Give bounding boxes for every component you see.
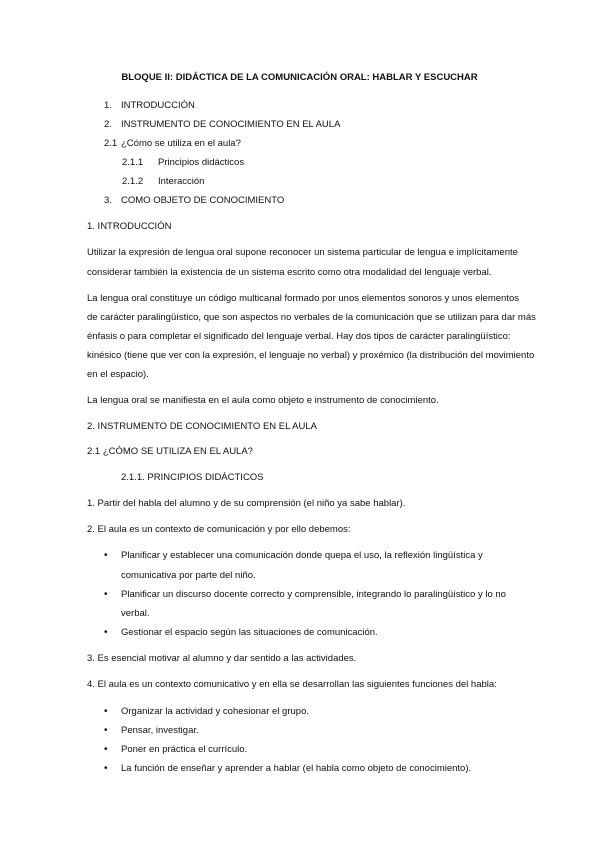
bullet-marker: • bbox=[104, 550, 108, 561]
list-item: Pensar, investigar. bbox=[121, 725, 199, 736]
list-item: Planificar un discurso docente correcto y comprensible, integrando lo paralingüístico y lo no bbox=[121, 589, 506, 600]
paragraph-line: kinésico (tiene que ver con la expresión, el lenguaje no verbal) y proxémico (la distribución del movimiento bbox=[87, 350, 535, 361]
numbered-point: 3. Es esencial motivar al alumno y dar sentido a las actividades. bbox=[87, 653, 357, 664]
toc-item-introduccion: INTRODUCCIÓN bbox=[121, 100, 195, 111]
toc-number: 2.1.1 bbox=[122, 157, 144, 168]
bullet-marker: • bbox=[104, 589, 108, 600]
list-item: Planificar y establecer una comunicación donde quepa el uso, la reflexión lingüística y bbox=[121, 550, 483, 561]
toc-item-instrumento: INSTRUMENTO DE CONOCIMIENTO EN EL AULA bbox=[121, 119, 341, 130]
bullet-marker: • bbox=[104, 627, 108, 638]
bullet-marker: • bbox=[104, 763, 108, 774]
paragraph-line: La lengua oral se manifiesta en el aula como objeto e instrumento de conocimiento. bbox=[87, 395, 439, 406]
toc-item-principios: Principios didácticos bbox=[158, 157, 245, 168]
bullet-marker: • bbox=[104, 706, 108, 717]
bullet-marker: • bbox=[104, 725, 108, 736]
toc-number: 1. bbox=[104, 100, 112, 111]
paragraph-line: en el espacio). bbox=[87, 369, 149, 380]
toc-number: 3. bbox=[104, 195, 112, 206]
document-title: BLOQUE II: DIDÁCTICA DE LA COMUNICACIÓN ORAL: HABLAR Y ESCUCHAR bbox=[121, 72, 478, 83]
list-item: La función de enseñar y aprender a hablar (el habla como objeto de conocimiento). bbox=[121, 763, 472, 774]
list-item-continuation: comunicativa por parte del niño. bbox=[121, 570, 256, 581]
paragraph-line: Utilizar la expresión de lengua oral supone reconocer un sistema particular de lengua e implícitamente bbox=[87, 247, 518, 258]
paragraph-line: considerar también la existencia de un sistema escrito como otra modalidad del lenguaje verbal. bbox=[87, 267, 492, 278]
numbered-point: 2. El aula es un contexto de comunicación y por ello debemos: bbox=[87, 524, 351, 535]
numbered-point: 4. El aula es un contexto comunicativo y en ella se desarrollan las siguientes funciones del habla: bbox=[87, 679, 497, 690]
paragraph-line: de carácter paralingüístico, que son aspectos no verbales de la comunicación que se utilizan para dar más bbox=[87, 312, 536, 323]
toc-number: 2. bbox=[104, 119, 112, 130]
list-item-continuation: verbal. bbox=[121, 608, 150, 619]
subsection-heading: 2.1 ¿CÓMO SE UTILIZA EN EL AULA? bbox=[87, 446, 253, 457]
numbered-point: 1. Partir del habla del alumno y de su comprensión (el niño ya sabe hablar). bbox=[87, 498, 406, 509]
list-item: Organizar la actividad y cohesionar el grupo. bbox=[121, 706, 309, 717]
section-heading: 2. INSTRUMENTO DE CONOCIMIENTO EN EL AULA bbox=[87, 421, 317, 432]
section-heading: 1. INTRODUCCIÓN bbox=[87, 221, 172, 232]
paragraph-line: La lengua oral constituye un código multicanal formado por unos elementos sonoros y unos elementos bbox=[87, 293, 519, 304]
paragraph-line: énfasis o para completar el significado del lenguaje verbal. Hay dos tipos de carácter paralingüístico: bbox=[87, 331, 511, 342]
toc-item-objeto: COMO OBJETO DE CONOCIMIENTO bbox=[121, 195, 285, 206]
list-item: Gestionar el espacio según las situaciones de comunicación. bbox=[121, 627, 378, 638]
toc-item-interaccion: Interacción bbox=[158, 176, 205, 187]
toc-number: 2.1.2 bbox=[122, 176, 144, 187]
toc-number: 2.1 bbox=[104, 138, 118, 149]
toc-item-como-se-utiliza: ¿Cómo se utiliza en el aula? bbox=[121, 138, 241, 149]
subsubsection-heading: 2.1.1. PRINCIPIOS DIDÁCTICOS bbox=[121, 472, 264, 483]
list-item: Poner en práctica el currículo. bbox=[121, 744, 248, 755]
bullet-marker: • bbox=[104, 744, 108, 755]
